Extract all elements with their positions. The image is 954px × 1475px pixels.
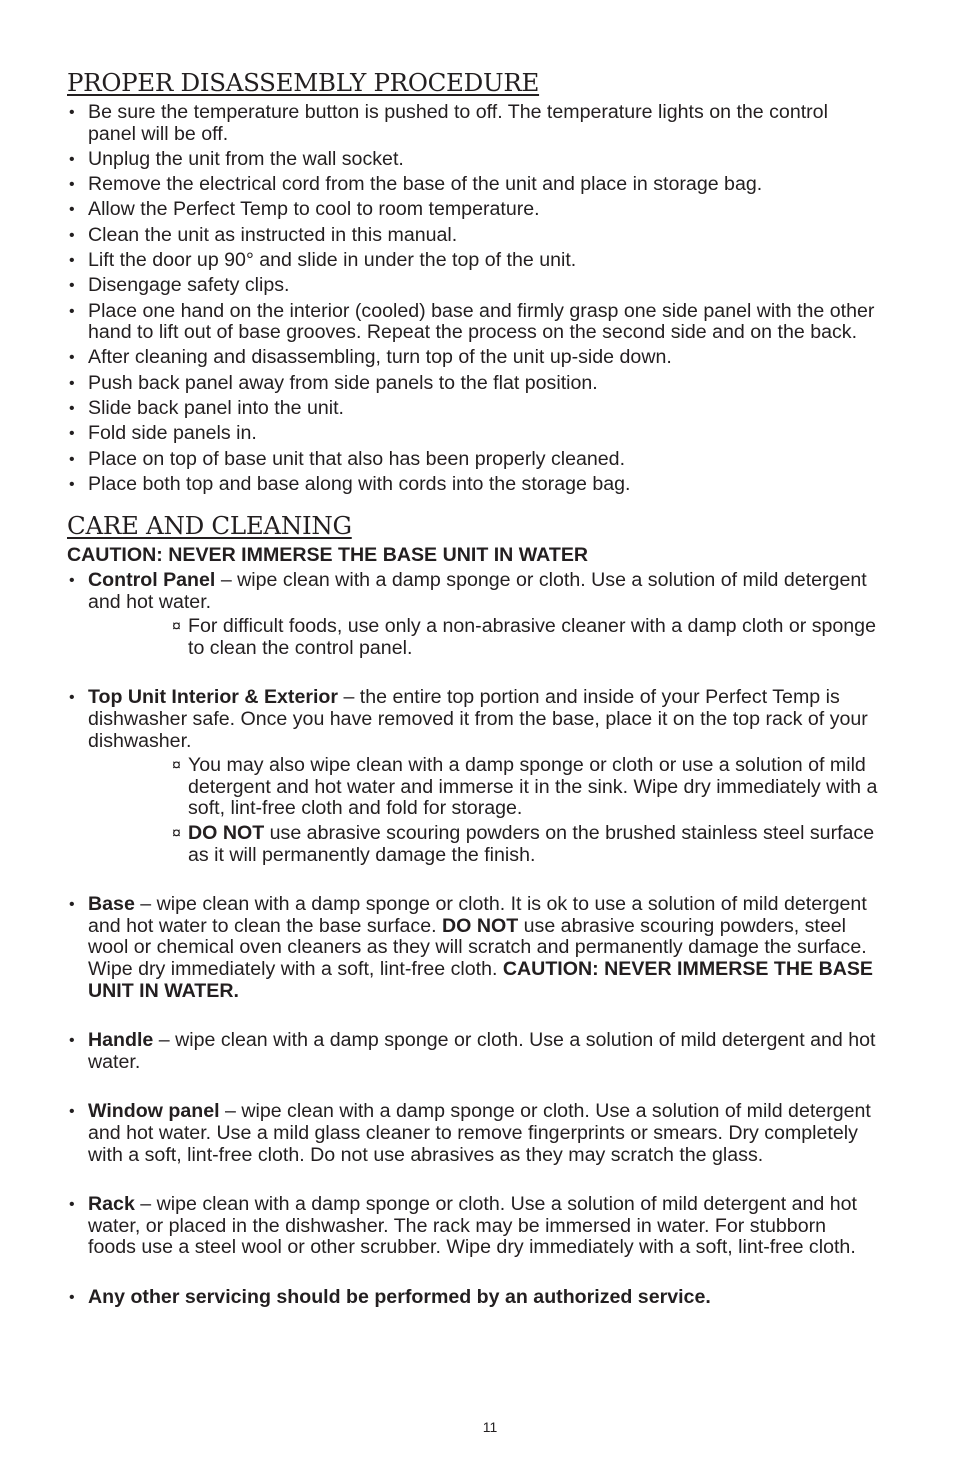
care-item-label: Handle bbox=[88, 1029, 154, 1052]
servicing-note: Any other servicing should be performed by an authorized service. bbox=[88, 1285, 711, 1308]
care-item-window-panel bbox=[67, 1101, 879, 1166]
care-item-text: – wipe clean with a damp sponge or cloth. It is ok to use a solution of mild detergent and hot water to clean the base surface. bbox=[88, 893, 867, 937]
list-item: • Disengage safety clips. bbox=[67, 275, 879, 297]
list-item: • Place one hand on the interior (cooled) base and firmly grasp one side panel with the other hand to lift out of base grooves. Repeat the process on the second side and on the back. bbox=[67, 301, 879, 344]
list-item: • Remove the electrical cord from the base of the unit and place in storage bag. bbox=[67, 174, 879, 196]
disassembly-heading: PROPER DISASSEMBLY PROCEDURE bbox=[67, 68, 540, 97]
sub-item: ¤ You may also wipe clean with a damp sponge or cloth or use a solution of mild detergent and hot water and immerse it in the sink. Wipe dry immediately with a soft, lint-free cloth and fold for storage. bbox=[172, 755, 879, 820]
list-item: • Lift the door up 90° and slide in under the top of the unit. bbox=[67, 250, 879, 272]
list-item: • Allow the Perfect Temp to cool to room temperature. bbox=[67, 199, 879, 221]
sub-item-text: use abrasive scouring powders on the brushed stainless steel surface as it will permanently damage the finish. bbox=[188, 821, 875, 866]
care-item-label: Rack bbox=[88, 1193, 135, 1216]
sub-list bbox=[88, 755, 879, 866]
care-list bbox=[67, 570, 879, 1308]
care-heading: CARE AND CLEANING bbox=[67, 511, 352, 541]
care-item-label: Control Panel bbox=[88, 569, 216, 592]
list-item: • Place both top and base along with cords into the storage bag. bbox=[67, 474, 879, 496]
base-caution: CAUTION: NEVER IMMERSE THE BASE UNIT IN WATER. bbox=[88, 957, 874, 1002]
caution-notice: CAUTION: NEVER IMMERSE THE BASE UNIT IN WATER bbox=[67, 544, 589, 567]
care-item-rack bbox=[67, 1194, 879, 1259]
manual-page bbox=[67, 68, 879, 1308]
list-item: • After cleaning and disassembling, turn top of the unit up-side down. bbox=[67, 347, 879, 369]
care-item-control-panel bbox=[67, 570, 879, 659]
page-number: 11 bbox=[482, 1419, 498, 1435]
list-item: • Unplug the unit from the wall socket. bbox=[67, 149, 879, 171]
disassembly-list bbox=[67, 102, 879, 495]
care-item-text: – the entire top portion and inside of your Perfect Temp is dishwasher safe. Once you have removed it from the base, place it on the top rack of your dishwasher. bbox=[88, 686, 868, 752]
list-item: • Push back panel away from side panels to the flat position. bbox=[67, 373, 879, 395]
care-item-label: Window panel bbox=[88, 1100, 220, 1123]
care-item-text: use abrasive scouring powders, steel wool or chemical oven cleaners as they will scratch and permanently damage the surface. Wipe dry immediately with a soft, lint-free cloth. bbox=[88, 914, 867, 980]
do-not-label: DO NOT bbox=[188, 821, 265, 844]
list-item: • Fold side panels in. bbox=[67, 423, 879, 445]
care-item-label: Base bbox=[88, 893, 135, 916]
care-item-base bbox=[67, 894, 879, 1002]
care-item-text: – wipe clean with a damp sponge or cloth. Use a solution of mild detergent and hot water. bbox=[88, 569, 867, 613]
care-item-servicing bbox=[67, 1287, 879, 1309]
list-item: • Clean the unit as instructed in this manual. bbox=[67, 225, 879, 247]
sub-item bbox=[172, 823, 879, 866]
sub-item: ¤ For difficult foods, use only a non-abrasive cleaner with a damp cloth or sponge to clean the control panel. bbox=[172, 616, 879, 659]
do-not-label: DO NOT bbox=[442, 914, 519, 937]
list-item: • Place on top of base unit that also has been properly cleaned. bbox=[67, 449, 879, 471]
care-item-label: Top Unit Interior & Exterior bbox=[88, 686, 339, 709]
care-item-top-unit bbox=[67, 687, 879, 866]
sub-list bbox=[88, 616, 879, 659]
list-item: • Slide back panel into the unit. bbox=[67, 398, 879, 420]
care-item-text: – wipe clean with a damp sponge or cloth. Use a solution of mild detergent and hot water. Use a mild glass cleaner to remove fingerprints or smears. Dry completely with a soft, lint-free cloth. Do not use abrasives as they may scratch the glass. bbox=[88, 1100, 871, 1166]
list-item: • Be sure the temperature button is pushed to off. The temperature lights on the control panel will be off. bbox=[67, 102, 879, 145]
care-item-handle bbox=[67, 1030, 879, 1073]
care-item-text: – wipe clean with a damp sponge or cloth. Use a solution of mild detergent and hot water. bbox=[88, 1029, 876, 1073]
care-item-text: – wipe clean with a damp sponge or cloth. Use a solution of mild detergent and hot water, or placed in the dishwasher. The rack may be immersed in water. For stubborn foods use a steel wool or other scrubber. Wipe dry immediately with a soft, lint-free cloth. bbox=[88, 1193, 857, 1259]
